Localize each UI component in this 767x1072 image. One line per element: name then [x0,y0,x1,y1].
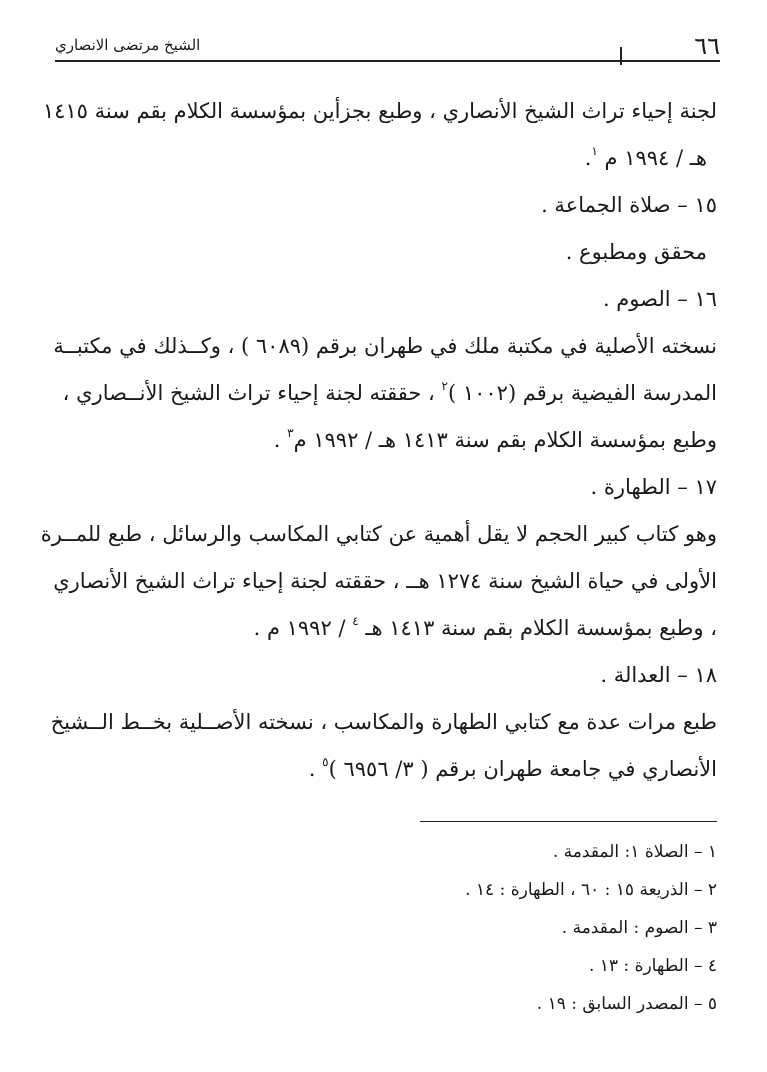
body-line: محقق ومطبوع . [565,240,707,264]
body-line: وهو كتاب كبير الحجم لا يقل أهمية عن كتابي المكاسب والرسائل ، طبع للمــرة [40,522,717,546]
footnote: ٥ – المصدر السابق : ١٩ . [536,994,717,1014]
line-period: . [273,428,281,452]
header-tick [620,47,622,65]
footnote: ١ – الصلاة ١: المقدمة . [552,842,717,862]
footnotes [300,833,717,1023]
body-line: ١٥ – صلاة الجماعة . [541,193,717,217]
footnote-ref: ٢ [441,379,448,393]
footnote-ref: ٤ [352,614,359,628]
footnote: ٣ – الصوم : المقدمة . [561,918,717,938]
body-line: ١٦ – الصوم . [602,287,717,311]
line-text: وطبع بمؤسسة الكلام بقم سنة ١٤١٣ هـ / ١٩٩٢ م [293,428,717,452]
header-rule [55,60,720,62]
body-line [70,417,717,464]
running-title: الشيخ مرتضى الانصاري [55,36,201,54]
body-line: طبع مرات عدة مع كتابي الطهارة والمكاسب ، نسخته الأصــلية بخــط الــشيخ [50,710,717,734]
footnote-ref: ٣ [287,426,294,440]
body-line: نسخته الأصلية في مكتبة ملك في طهران برقم (٦٠٨٩ ) ، وكــذلك في مكتبــة [53,334,717,358]
body-line: لجنة إحياء تراث الشيخ الأنصاري ، وطبع بجزأين بمؤسسة الكلام بقم سنة ١٤١٥ [42,99,717,123]
body-line [70,605,717,652]
line-text: الأنصاري في جامعة طهران برقم ( ٣/ ٦٩٥٦ ) [328,757,717,781]
page-number: ٦٦ [694,32,720,60]
body-line: ١٨ – العدالة . [600,663,717,687]
footnote-separator [420,821,717,822]
body-line [70,135,717,182]
running-header [55,30,720,62]
line-text: ، وطبع بمؤسسة الكلام بقم سنة ١٤١٣ هـ [365,616,717,640]
line-period: . [308,757,316,781]
body-line: الأولى في حياة الشيخ سنة ١٢٧٤ هــ ، حققته لجنة إحياء تراث الشيخ الأنصاري [53,569,717,593]
body-text [40,88,717,793]
footnote-ref: ٥ [322,755,329,769]
body-line [62,370,717,417]
line-text: / ١٩٩٢ م . [253,616,346,640]
line-text: المدرسة الفيضية برقم (١٠٠٢ ) [447,381,717,405]
line-text: ، حققته لجنة إحياء تراث الشيخ الأنــصاري ، [62,381,435,405]
footnote-ref: ١ [591,144,598,158]
line-period: . [584,146,592,170]
line-text: هـ / ١٩٩٤ م [604,146,707,170]
footnote: ٤ – الطهارة : ١٣ . [588,956,717,976]
footnote: ٢ – الذريعة ١٥ : ٦٠ ، الطهارة : ١٤ . [465,880,717,900]
body-line: ١٧ – الطهارة . [590,475,717,499]
body-line [70,746,717,793]
